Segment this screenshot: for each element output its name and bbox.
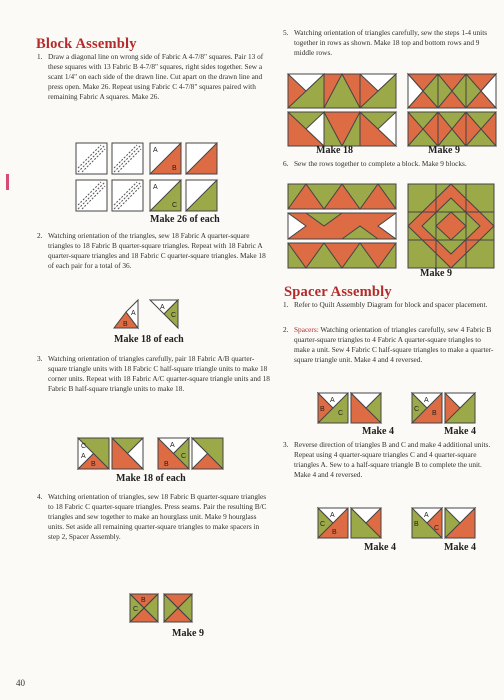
step-4: 4. Watching orientation of triangles, sew 18 Fabric B quarter-square triangles to 18 Fabric C quarter-square triangles. Press seams. Pair the resulting B/C triangles and sew together to make an hourglass unit. Make 9 hourglass units. Set aside all remaining quarter-square triangles to make spacers in step 2, Spacer Assembly.	[37, 492, 267, 542]
step3-diagram	[78, 438, 228, 472]
svg-text:C: C	[338, 410, 344, 417]
corner-unit-abc	[78, 438, 109, 469]
half-square-ac	[150, 180, 181, 211]
svg-text:C: C	[181, 453, 187, 460]
step1-diagram-row2	[76, 180, 226, 214]
spacer-step2-diagram	[318, 393, 498, 427]
caption-step5b: Make 9	[428, 145, 460, 156]
svg-text:C: C	[81, 443, 87, 450]
step-6: 6. Sew the rows together to complete a block. Make 9 blocks.	[283, 159, 467, 168]
svg-text:A: A	[153, 147, 158, 154]
quarter-triangle-ac	[150, 300, 178, 328]
caption-step5a: Make 18	[316, 145, 353, 156]
hourglass-unit	[164, 594, 192, 622]
svg-text:A: A	[330, 512, 335, 519]
half-square-ab	[150, 143, 181, 174]
hourglass-unit-labeled	[130, 594, 158, 622]
caption-step4: Make 9	[172, 628, 204, 639]
caption-step6: Make 9	[420, 268, 452, 279]
svg-text:A: A	[424, 397, 429, 404]
spacer-assembly-heading: Spacer Assembly	[284, 284, 392, 300]
step-3: 3. Watching orientation of triangles carefully, pair 18 Fabric A/B quarter-square triangle units with 18 Fabric C half-square triangle units to make 18 corner units. Repeat with 18 Fabric A/C quarter-square triangle units and 18 Fabric B half-square triangle units to make 18.	[37, 354, 270, 394]
middle-row	[408, 74, 496, 108]
svg-text:A: A	[131, 310, 136, 317]
svg-text:B: B	[91, 461, 96, 468]
svg-text:B: B	[320, 406, 325, 413]
quarter-triangle-ab	[114, 300, 138, 328]
step2-diagram	[114, 300, 194, 334]
page-edge-mark	[6, 174, 9, 190]
svg-text:A: A	[81, 453, 86, 460]
step-2: 2. Watching orientation of the triangles, sew 18 Fabric A quarter-square triangles to 18 Fabric B quarter-square triangles. Repeat with 18 Fabric A quarter-square triangles and 18 Fabric C quarter-square triangles. Make 18 of each pair for a total of 36.	[37, 231, 266, 271]
corner-unit-acb	[158, 438, 189, 469]
spacer-step-1: 1. Refer to Quilt Assembly Diagram for block and spacer placement.	[283, 300, 488, 309]
spacer-unit-cab-reversed	[318, 508, 348, 538]
spacer-unit-bac	[318, 393, 348, 423]
page-number: 40	[16, 678, 25, 688]
caption-spacer-2b: Make 4	[444, 426, 476, 437]
step1-diagram-row1	[76, 143, 226, 177]
spacer-step-3: 3. Reverse direction of triangles B and C and make 4 additional units. Repeat using 4 quarter-square triangles C and 4 quarter-square triangles A. Sew to a half-square triangle B to complete the unit. Make 4 and 4 reversed.	[283, 440, 491, 480]
svg-text:A: A	[160, 304, 165, 311]
drawn-line-square	[112, 143, 143, 174]
block-assembled	[408, 184, 494, 268]
svg-text:B: B	[332, 529, 337, 536]
svg-text:A: A	[424, 512, 429, 519]
svg-text:B: B	[414, 521, 419, 528]
spacer-step-2: 2. Spacers: Watching orientation of triangles carefully, sew 4 Fabric B quarter-square triangles to 4 Fabric A quarter-square triangles to make a unit. Sew 4 Fabric C half-square triangles to make a quarter-square triangle unit. Make 4 and 4 reversed.	[283, 325, 494, 365]
svg-text:B: B	[141, 597, 146, 604]
caption-spacer-3b: Make 4	[444, 542, 476, 553]
step5-diagram	[288, 74, 498, 150]
caption-step1: Make 26 of each	[150, 214, 220, 225]
svg-text:A: A	[330, 397, 335, 404]
caption-spacer-2a: Make 4	[362, 426, 394, 437]
svg-text:C: C	[171, 312, 177, 319]
svg-text:C: C	[172, 202, 178, 209]
block-assembly-heading: Block Assembly	[36, 36, 137, 52]
half-square-b	[186, 143, 217, 174]
block-rows-exploded	[288, 184, 396, 268]
svg-text:B: B	[172, 165, 177, 172]
svg-text:C: C	[434, 525, 440, 532]
svg-text:C: C	[133, 606, 139, 613]
drawn-line-square	[76, 143, 107, 174]
step6-diagram	[288, 184, 498, 270]
top-bottom-row	[288, 74, 396, 108]
svg-text:C: C	[320, 521, 326, 528]
caption-step3: Make 18 of each	[116, 473, 186, 484]
svg-text:B: B	[164, 461, 169, 468]
spacer-unit-bac-reversed	[412, 508, 442, 538]
caption-spacer-3a: Make 4	[364, 542, 396, 553]
svg-text:A: A	[153, 184, 158, 191]
caption-step2: Make 18 of each	[114, 334, 184, 345]
svg-text:C: C	[414, 406, 420, 413]
step4-diagram	[130, 594, 200, 628]
step-5: 5. Watching orientation of triangles carefully, sew the steps 1-4 units together in rows as shown. Make 18 top and bottom rows and 9 middle rows.	[283, 28, 488, 58]
svg-text:A: A	[170, 442, 175, 449]
spacer-step3-diagram	[318, 508, 498, 542]
svg-text:B: B	[123, 321, 128, 328]
step-1: 1. Draw a diagonal line on wrong side of Fabric A 4-7/8" squares. Pair 13 of these squares with 13 Fabric B 4-7/8" squares, right sides together. Sew a scant 1/4" on each side of the drawn line. Cut apart on the drawn line and press open. Make 26. Repeat using Fabric C 4-7/8" squares paired with remaining Fabric A squares. Make 26.	[37, 52, 264, 102]
spacer-unit-cab	[412, 393, 442, 423]
svg-text:B: B	[432, 410, 437, 417]
